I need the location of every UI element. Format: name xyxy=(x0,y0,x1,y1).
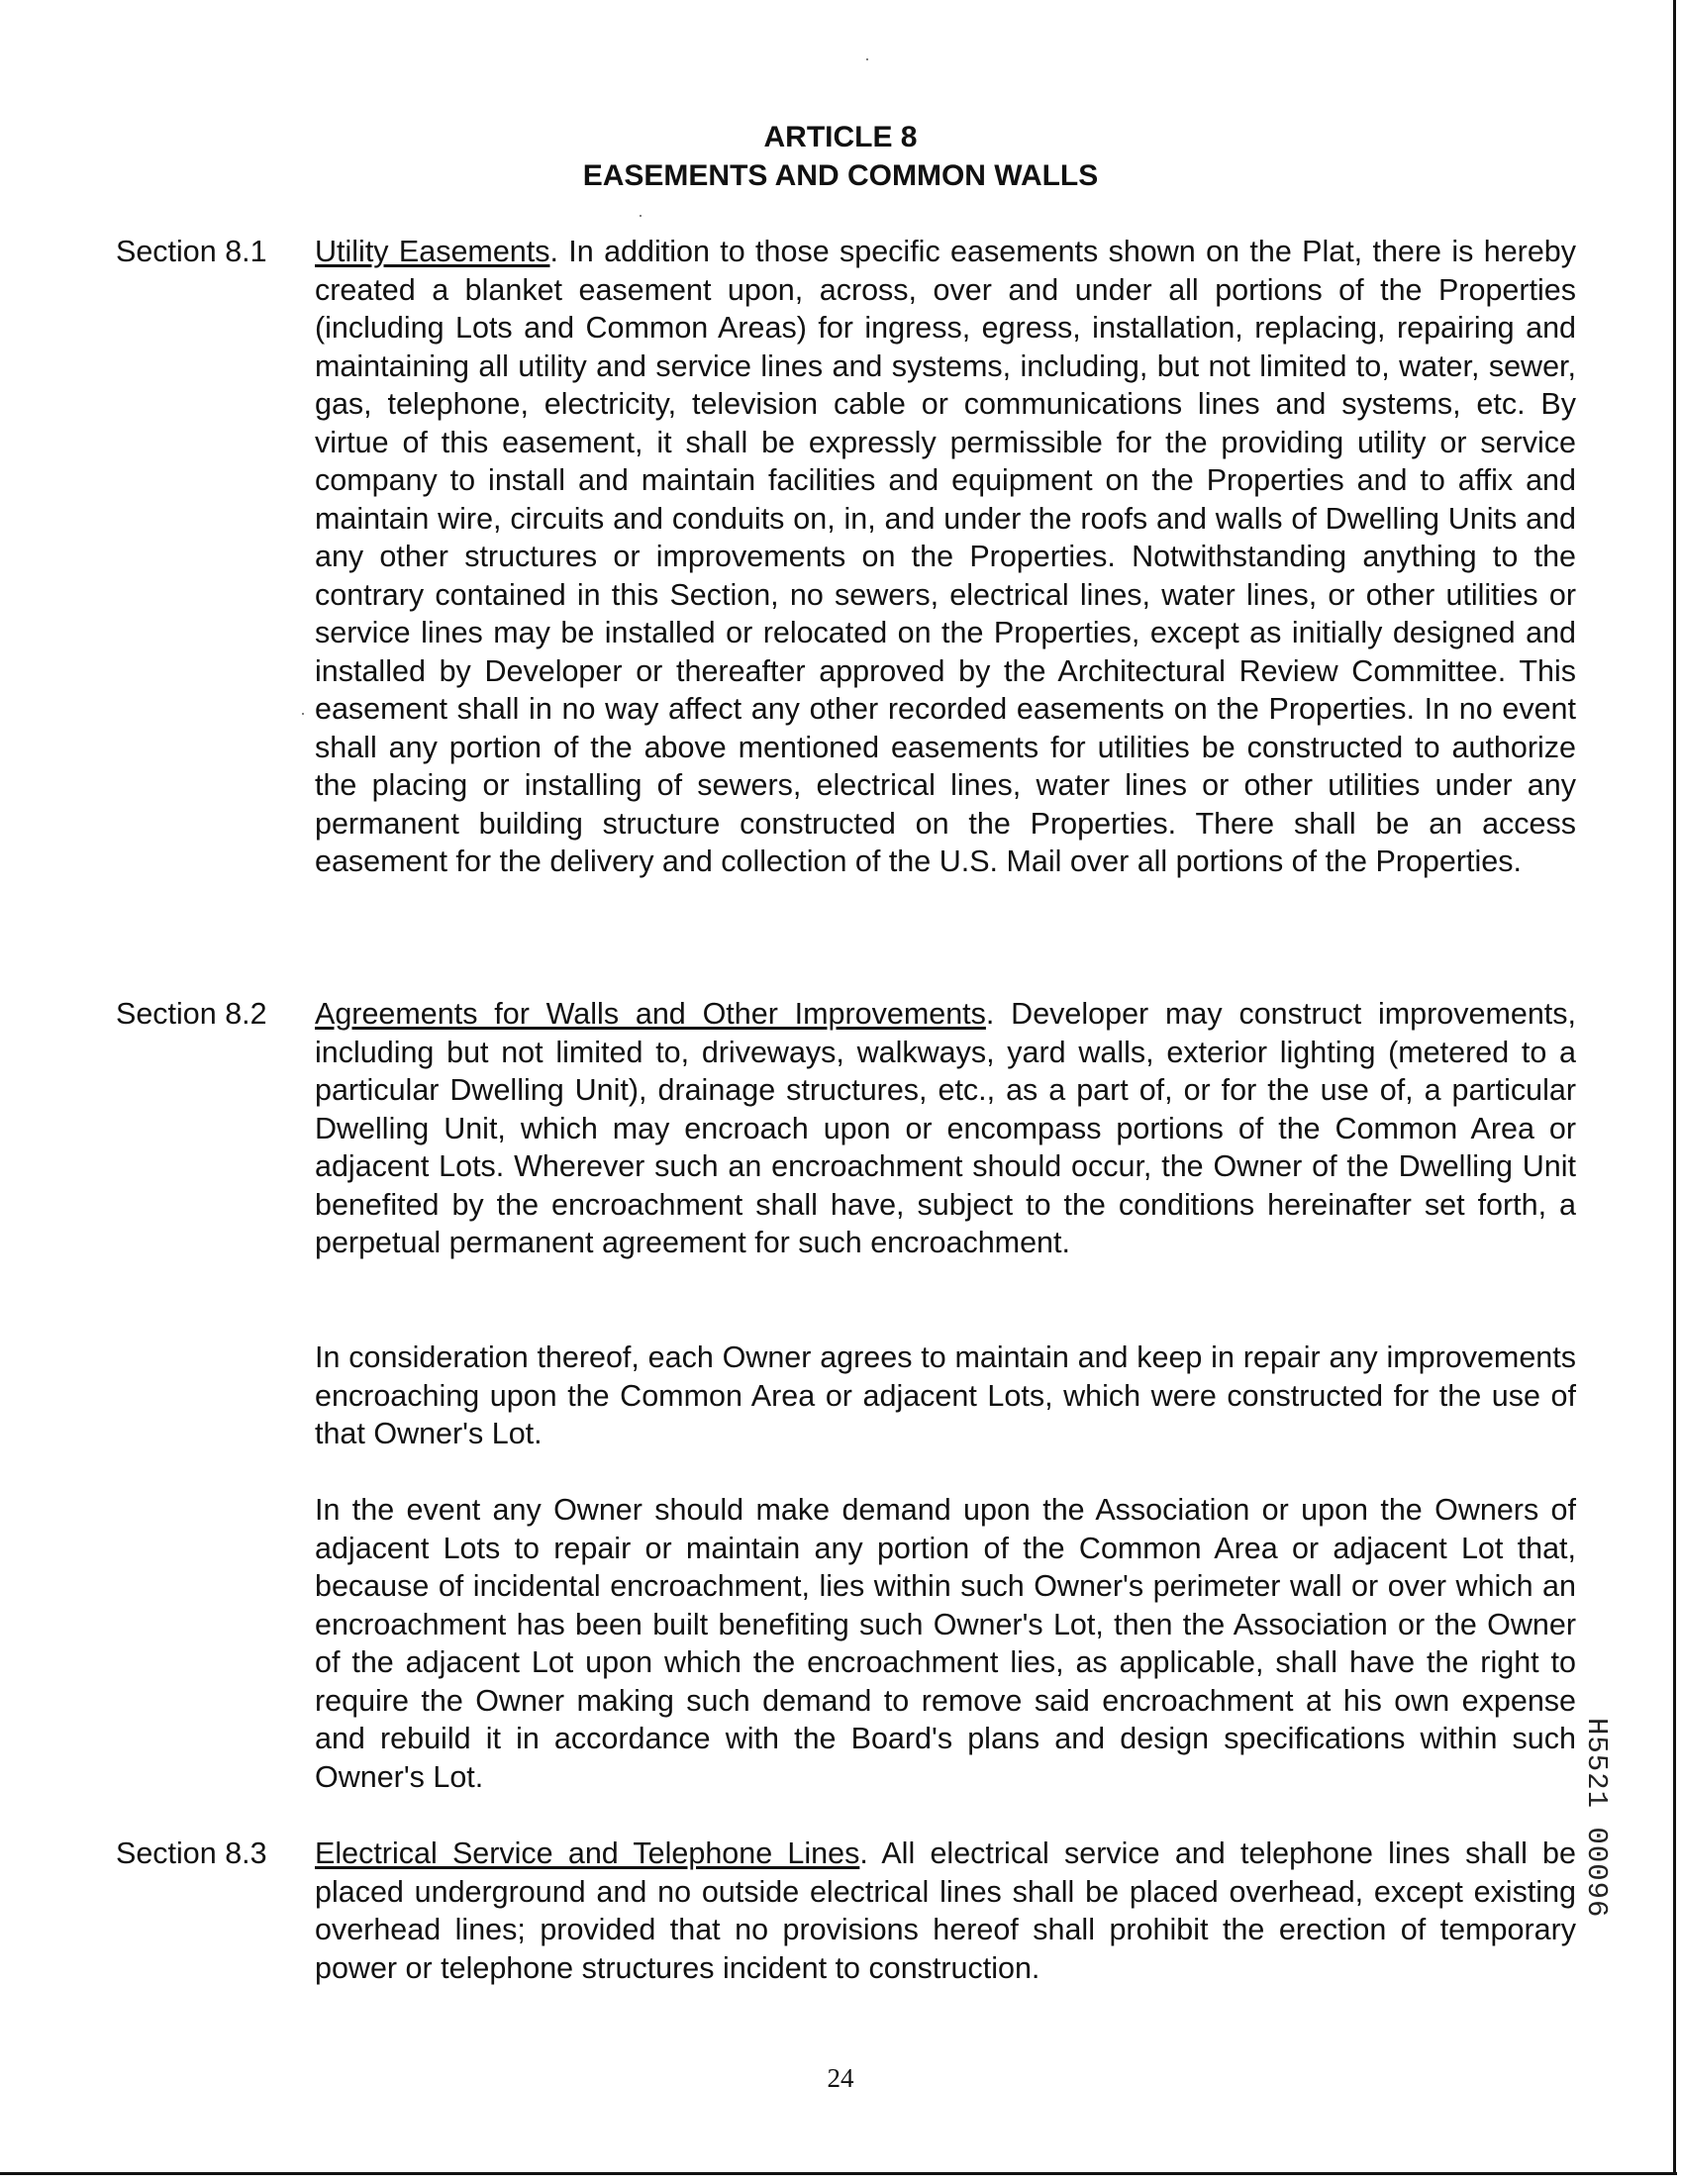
section-8-1-paragraph xyxy=(315,233,1576,881)
section-8-2-paragraph-2: In consideration thereof, each Owner agrees to maintain and keep in repair any improvements encroaching upon the Common Area or adjacent Lots, which were constructed for the use of that Owner's Lot. xyxy=(315,1340,1576,1450)
page-edge-bottom xyxy=(0,2172,1677,2175)
scan-speck xyxy=(302,713,304,715)
section-8-2-heading: Agreements for Walls and Other Improvements xyxy=(315,997,986,1031)
section-8-2-body: . Developer may construct improvements, including but not limited to, driveways, walkways, yard walls, exterior lighting (metered to a particular Dwelling Unit), drainage structures, etc., as a part of, or for the use of, a particular Dwelling Unit, which may encroach upon or encompass portions of the Common Area or adjacent Lots. Wherever such an encroachment should occur, the Owner of the Dwelling Unit benefited by the encroachment shall have, subject to the conditions hereinafter set forth, a perpetual permanent agreement for such encroachment. xyxy=(315,997,1577,1259)
scan-speck xyxy=(866,58,868,60)
section-8-1-heading: Utility Easements xyxy=(315,235,550,268)
section-8-1-body: . In addition to those specific easements shown on the Plat, there is hereby created a blanket easement upon, across, over and under all portions of the Properties (including Lots and Common Areas) for ingress, egress, installation, replacing, repairing and maintaining all utility and service lines and systems, including, but not limited to, water, sewer, gas, telephone, electricity, television cable or communications lines and systems, etc. By virtue of this easement, it shall be expressly permissible for the providing utility or service company to install and maintain facilities and equipment on the Properties and to affix and maintain wire, circuits and conduits on, in, and under the roofs and walls of Dwelling Units and any other structures or improvements on the Properties. Notwithstanding anything to the contrary contained in this Section, no sewers, electrical lines, water lines, or other utilities or service lines may be installed or relocated on the Properties, except as initially designed and installed by Developer or thereafter approved by the Architectural Review Committee. This easement shall in no way affect any other recorded easements on the Properties. In no event shall any portion of the above mentioned easements for utilities be constructed to authorize the placing or installing of sewers, electrical lines, water lines or other utilities under any permanent building structure constructed on the Properties. There shall be an access easement for the delivery and collection of the U.S. Mail over all portions of the Properties. xyxy=(315,235,1576,878)
section-8-2-label: Section 8.2 xyxy=(116,997,267,1031)
section-8-3-body: . All electrical service and telephone lines shall be placed underground and no outside electrical lines shall be placed overhead, except existing overhead lines; provided that no provisions hereof shall prohibit the erection of temporary power or telephone structures incident to construction. xyxy=(315,1837,1576,1985)
section-8-2-paragraph xyxy=(315,995,1576,1262)
scan-speck xyxy=(640,215,642,217)
bates-number: H5521 00096 xyxy=(1580,1718,1613,1919)
section-8-3-label: Section 8.3 xyxy=(116,1837,267,1870)
page-edge-right xyxy=(1673,0,1676,2174)
section-8-1-label: Section 8.1 xyxy=(116,235,267,268)
section-8-3-heading: Electrical Service and Telephone Lines xyxy=(315,1837,860,1870)
section-8-3-paragraph xyxy=(315,1835,1576,1987)
page-number: 24 xyxy=(827,2063,854,2093)
article-title: EASEMENTS AND COMMON WALLS xyxy=(582,159,1099,192)
section-8-2-paragraph-3: In the event any Owner should make demand upon the Association or upon the Owners of adjacent Lots to repair or maintain any portion of the Common Area or adjacent Lot that, because of incidental encroachment, lies within such Owner's perimeter wall or over which an encroachment has been built benefiting such Owner's Lot, then the Association or the Owner of the adjacent Lot upon which the encroachment lies, as applicable, shall have the right to require the Owner making such demand to remove said encroachment at his own expense and rebuild it in accordance with the Board's plans and design specifications within such Owner's Lot. xyxy=(315,1493,1576,1794)
article-number: ARTICLE 8 xyxy=(763,121,918,153)
